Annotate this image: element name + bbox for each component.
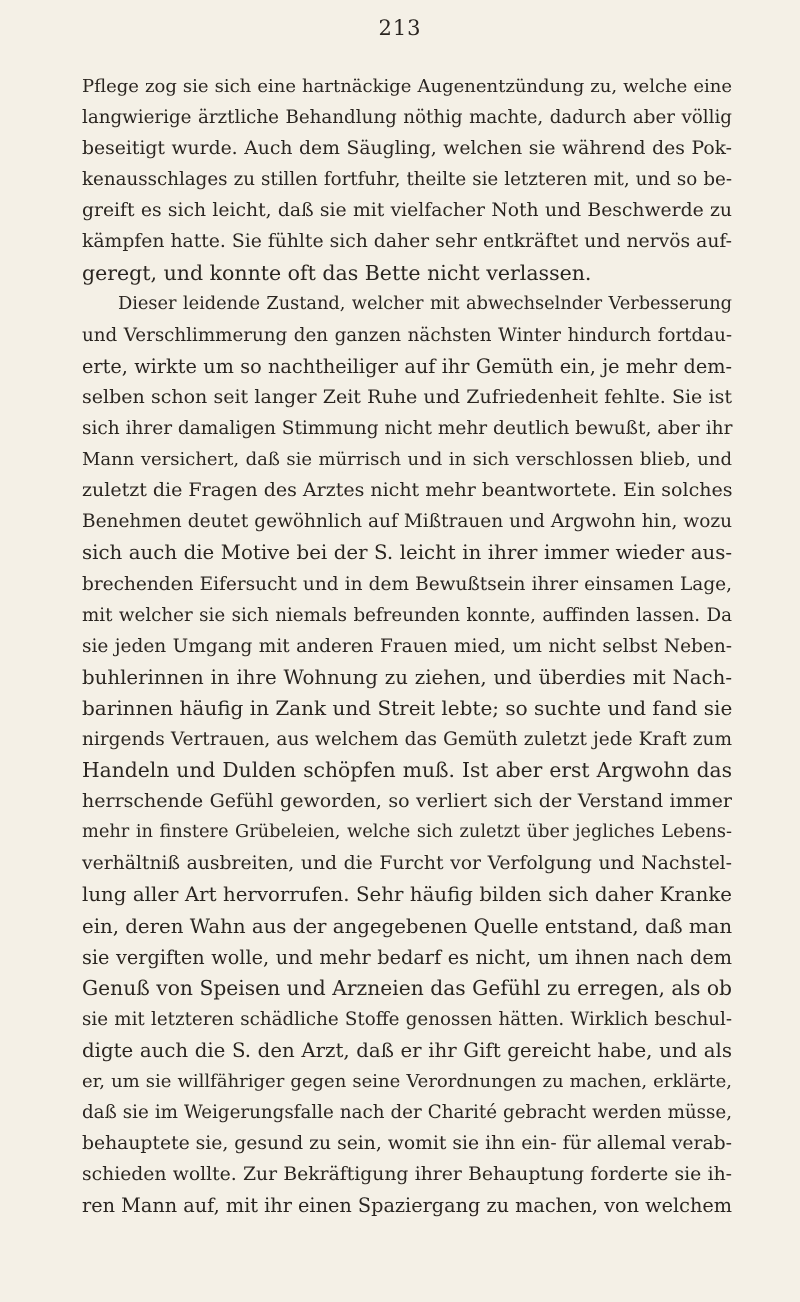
text-body [82,71,732,1221]
text-line: kenausschlages zu stillen fortfuhr, theilte sie letzteren mit, und so be- [82,169,732,191]
text-line: herrschende Gefühl geworden, so verliert sich der Verstand immer [82,790,732,813]
text-line: zuletzt die Fragen des Arztes nicht mehr beantwortete. Ein solches [82,479,733,502]
text-line: ren Mann auf, mit ihr einen Spaziergang zu machen, von welchem [82,1194,732,1218]
text-line: sie jeden Umgang mit anderen Frauen mied, um nicht selbst Neben- [82,635,732,657]
text-line: greift es sich leicht, daß sie mit vielfacher Noth und Beschwerde zu [82,200,732,222]
text-line: mehr in finstere Grübeleien, welche sich zuletzt über jegliches Lebens- [82,822,732,843]
text-line: ein, deren Wahn aus der angegebenen Quelle entstand, daß man [82,914,733,938]
text-line: verhältniß ausbreiten, und die Furcht vor Verfolgung und Nachstel- [82,853,732,875]
text-line: nirgends Vertrauen, aus welchem das Gemüth zuletzt jede Kraft zum [82,728,732,750]
text-line: daß sie im Weigerungsfalle nach der Charité gebracht werden müsse, [82,1102,732,1124]
text-line: Genuß von Speisen und Arzneien das Gefühl zu erregen, als ob [82,975,732,1000]
page-number: 213 [378,16,422,40]
text-line: sich auch die Motive bei der S. leicht in ihrer immer wieder aus- [82,541,732,565]
text-line: beseitigt wurde. Auch dem Säugling, welchen sie während des Pok- [82,138,732,160]
text-line: Benehmen deutet gewöhnlich auf Mißtrauen und Argwohn hin, wozu [82,511,732,533]
text-line: sich ihrer damaligen Stimmung nicht mehr deutlich bewußt, aber ihr [82,418,733,440]
text-line: Handeln und Dulden schöpfen muß. Ist aber erst Argwohn das [82,758,732,783]
text-line: und Verschlimmerung den ganzen nächsten Winter hindurch fortdau- [82,324,732,346]
text-line: Pflege zog sie sich eine hartnäckige Augenentzündung zu, welche eine [82,76,732,97]
text-line: sie mit letzteren schädliche Stoffe genossen hätten. Wirklich beschul- [82,1008,732,1030]
text-line: behauptete sie, gesund zu sein, womit sie ihn ein- für allemal verab- [82,1133,732,1155]
text-line: mit welcher sie sich niemals befreunden konnte, auffinden lassen. Da [82,604,732,626]
text-line: erte, wirkte um so nachtheiliger auf ihr Gemüth ein, je mehr dem- [82,354,732,378]
text-line: digte auch die S. den Arzt, daß er ihr Gift gereicht habe, und als [82,1038,732,1062]
text-line: brechenden Eifersucht und in dem Bewußtsein ihrer einsamen Lage, [82,573,732,595]
text-line: lung aller Art hervorrufen. Sehr häufig bilden sich daher Kranke [82,883,732,907]
text-line: selben schon seit langer Zeit Ruhe und Zufriedenheit fehlte. Sie ist [82,385,732,408]
text-line: barinnen häufig in Zank und Streit lebte; so suchte und fand sie [82,695,733,720]
text-line: geregt, und konnte oft das Bette nicht verlassen. [82,260,592,285]
text-line: kämpfen hatte. Sie fühlte sich daher sehr entkräftet und nervös auf- [82,231,732,253]
text-line: buhlerinnen in ihre Wohnung zu ziehen, und überdies mit Nach- [82,665,732,689]
text-line: sie vergiften wolle, und mehr bedarf es nicht, um ihnen nach dem [82,945,732,969]
text-line: er, um sie willfähriger gegen seine Verordnungen zu machen, erklärte, [82,1071,732,1092]
text-line: langwierige ärztliche Behandlung nöthig machte, dadurch aber völlig [82,107,732,129]
text-line: schieden wollte. Zur Bekräftigung ihrer Behauptung forderte sie ih- [82,1164,732,1186]
text-line: Mann versichert, daß sie mürrisch und in sich verschlossen blieb, und [82,449,732,471]
text-line: Dieser leidende Zustand, welcher mit abwechselnder Verbesserung [118,293,732,314]
